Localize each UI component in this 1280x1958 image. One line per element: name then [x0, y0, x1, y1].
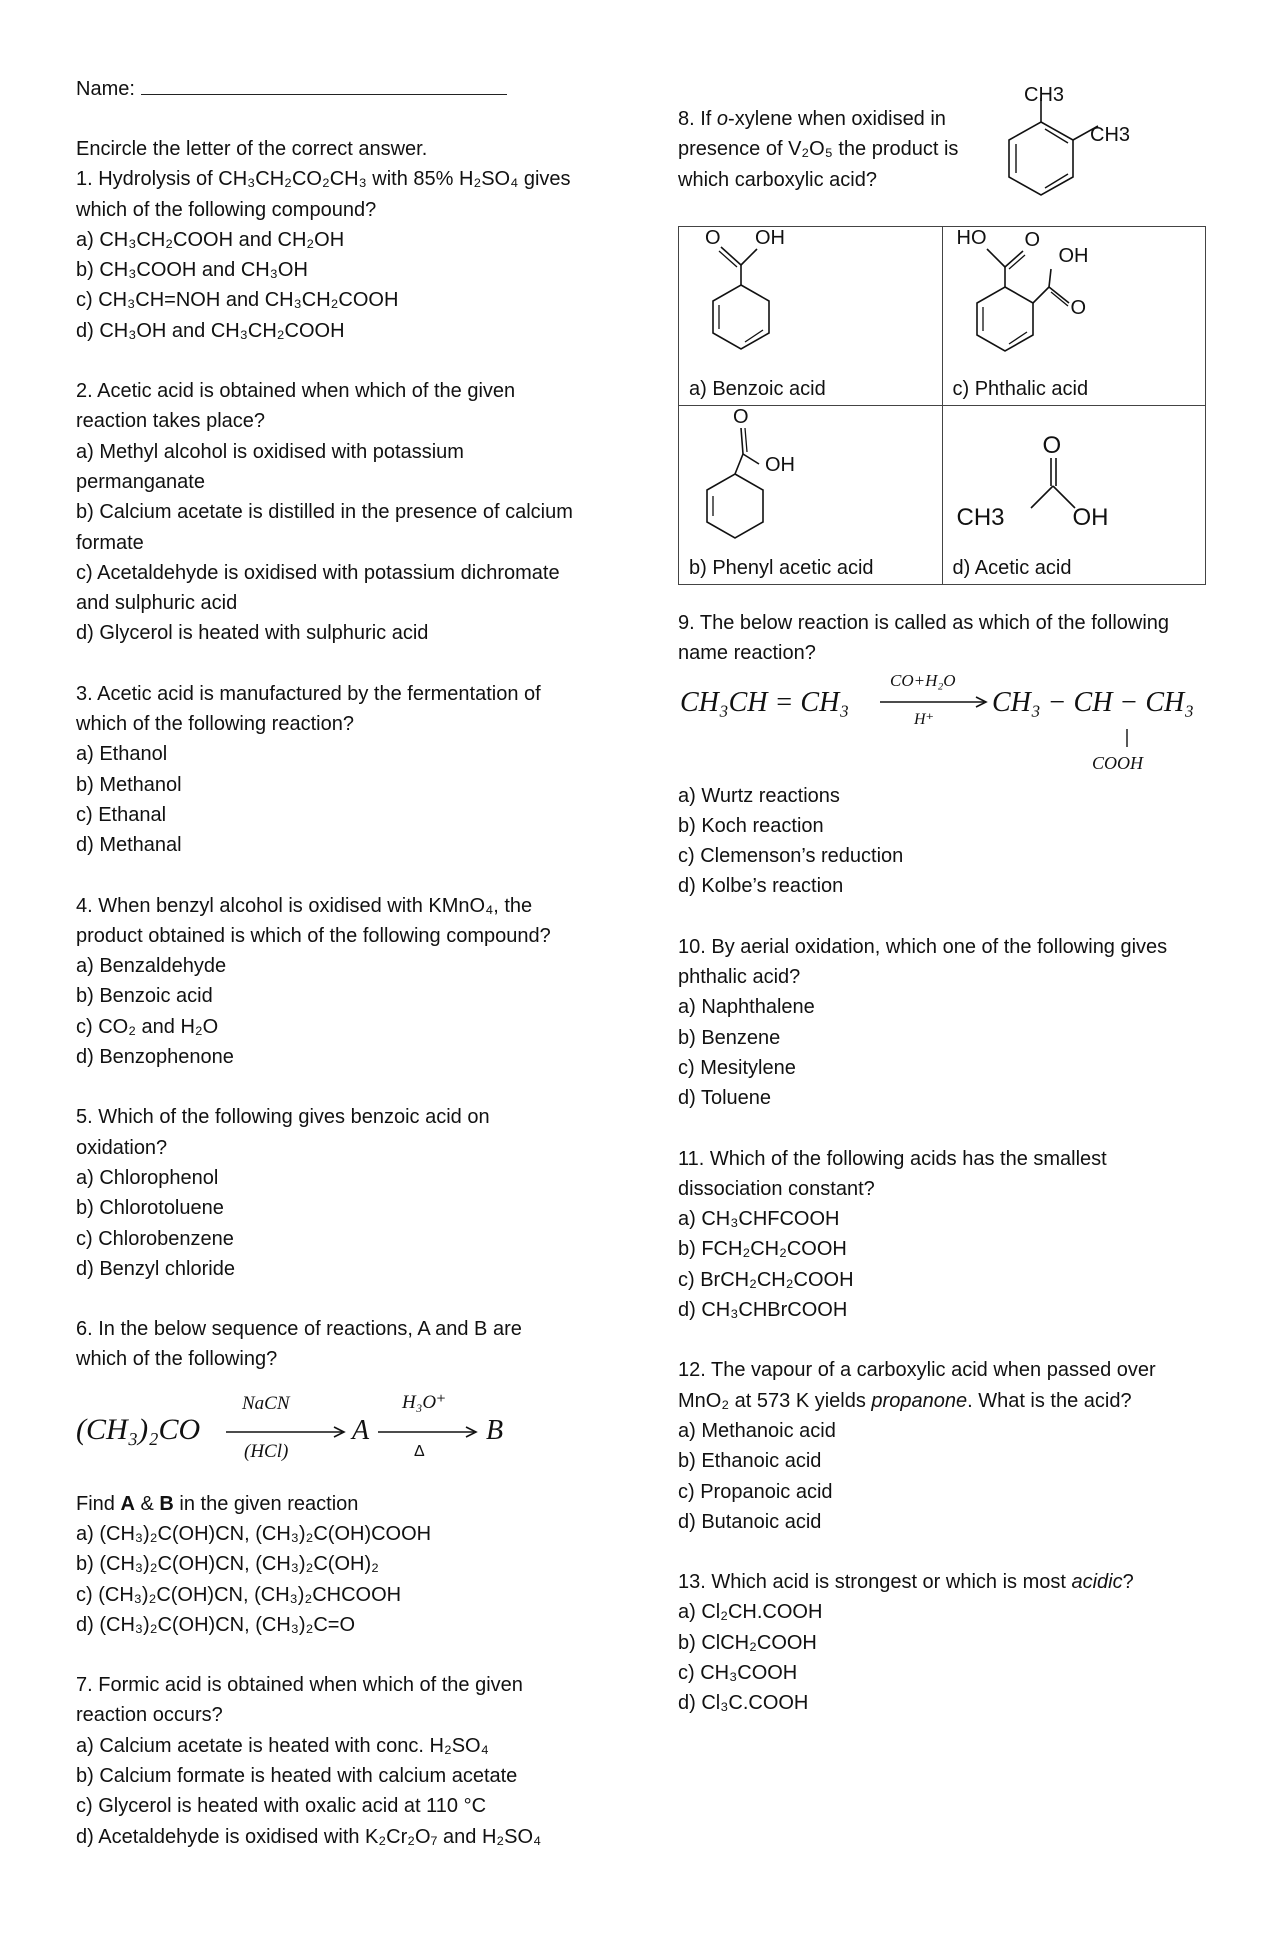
q9-option-c[interactable]: c) Clemenson’s reduction [678, 845, 904, 868]
q9-arrow [880, 695, 988, 709]
phthalic-o-atom-1: O [1024, 229, 1041, 251]
q9-stem-2: name reaction? [678, 642, 816, 665]
q4-option-a[interactable]: a) Benzaldehyde [76, 955, 227, 978]
question-9 [678, 608, 1238, 902]
q2-option-b[interactable]: b) Calcium acetate is distilled in the presence of calcium [76, 501, 573, 524]
q10-option-a[interactable]: a) Naphthalene [678, 996, 815, 1019]
q8-option-b-label: b) Phenyl acetic acid [689, 557, 874, 579]
q2-option-b-cont[interactable]: formate [76, 531, 144, 554]
q9-option-a[interactable]: a) Wurtz reactions [678, 784, 840, 807]
q2-stem-2: reaction takes place? [76, 410, 266, 433]
q6-eq-reagent-top: NaCN [242, 1392, 290, 1414]
q2-option-d[interactable]: d) Glycerol is heated with sulphuric acid [76, 622, 429, 645]
q9-eq-cooh: COOH [1092, 752, 1144, 773]
q3-option-c[interactable]: c) Ethanal [76, 803, 167, 826]
q1-stem-2: which of the following compound? [76, 198, 377, 221]
instruction: Encircle the letter of the correct answer. [76, 138, 428, 160]
o-xylene-structure [988, 82, 1168, 222]
q12-option-a[interactable]: a) Methanoic acid [678, 1419, 836, 1442]
q8-options-table [678, 226, 1206, 585]
q7-stem-2: reaction occurs? [76, 1704, 223, 1727]
q8-option-d[interactable] [942, 406, 1206, 585]
q6-equation [76, 1375, 573, 1485]
question-3 [76, 679, 573, 861]
q5-stem-2: oxidation? [76, 1136, 168, 1159]
q11-option-a[interactable]: a) CH₃CHFCOOH [678, 1208, 840, 1231]
q3-option-d[interactable]: d) Methanal [76, 834, 182, 857]
q12-option-c[interactable]: c) Propanoic acid [678, 1480, 833, 1503]
q1-stem-1: 1. Hydrolysis of CH₃CH₂CO₂CH₃ with 85% H₂SO₄ gives [76, 168, 571, 191]
q6-eq-reagent2-top: H₃O⁺ [402, 1391, 447, 1413]
question-2 [76, 376, 573, 649]
q6-stem-2: which of the following? [76, 1348, 278, 1371]
q6-arrow-1 [226, 1425, 346, 1439]
q3-option-a[interactable]: a) Ethanol [76, 743, 168, 766]
q8-stem-3: which carboxylic acid? [678, 168, 877, 191]
q8-stem-2: presence of V₂O₅ the product is [678, 138, 959, 161]
q1-option-b[interactable]: b) CH₃COOH and CH₃OH [76, 259, 308, 282]
q7-option-b[interactable]: b) Calcium formate is heated with calcium acetate [76, 1765, 518, 1788]
q6-arrow-2 [378, 1425, 478, 1439]
q1-option-a[interactable]: a) CH₃CH₂COOH and CH₂OH [76, 228, 345, 251]
q13-option-c[interactable]: c) CH₃COOH [678, 1662, 798, 1685]
q6-option-b[interactable]: b) (CH₃)₂C(OH)CN, (CH₃)₂C(OH)₂ [76, 1553, 379, 1576]
acetic-acid-structure [943, 406, 1207, 556]
q6-eq-reagent2-bottom: Δ [414, 1442, 425, 1460]
q7-option-d[interactable]: d) Acetaldehyde is oxidised with K₂Cr₂O₇ and H₂SO₄ [76, 1825, 542, 1848]
q1-option-c[interactable]: c) CH₃CH=NOH and CH₃CH₂COOH [76, 289, 399, 312]
o-xylene-ch3-side: CH3 [1090, 124, 1131, 146]
q5-option-d[interactable]: d) Benzyl chloride [76, 1257, 235, 1280]
o-xylene-ch3-top: CH3 [1024, 84, 1065, 106]
benzoic-oh-atom: OH [755, 227, 785, 249]
phenylacetic-o-atom: O [733, 406, 749, 428]
question-13 [678, 1567, 1238, 1718]
q3-stem-2: which of the following reaction? [76, 713, 354, 736]
phenylacetic-acid-structure [679, 406, 943, 556]
q7-option-a[interactable]: a) Calcium acetate is heated with conc. H₂SO₄ [76, 1734, 489, 1757]
q8-option-a[interactable] [679, 227, 943, 406]
name-blank-line[interactable] [141, 78, 507, 95]
q4-stem: 4. When benzyl alcohol is oxidised with KMnO₄, the [76, 894, 533, 917]
q9-eq-reagent-top: CO+H₂O [890, 670, 956, 690]
q8-option-b[interactable] [679, 406, 943, 585]
question-1 [76, 164, 573, 346]
q10-option-d[interactable]: d) Toluene [678, 1087, 772, 1110]
q8-stem: 8. If o-xylene when oxidised in [678, 108, 946, 130]
q6-eq-reagent-bottom: (HCl) [244, 1440, 289, 1462]
acetic-o-atom: O [1042, 432, 1062, 459]
q2-option-a-cont[interactable]: permanganate [76, 470, 205, 493]
phthalic-o-atom-2: O [1070, 297, 1087, 319]
q6-option-c[interactable]: c) (CH₃)₂C(OH)CN, (CH₃)₂CHCOOH [76, 1583, 402, 1606]
benzoic-o-atom: O [705, 227, 721, 249]
q12-stem-2: MnO₂ at 573 K yields propanone. What is the acid? [678, 1389, 1132, 1412]
question-5 [76, 1102, 573, 1284]
q9-eq-reactant: CH₃CH = CH₃ [680, 686, 850, 718]
q5-option-a[interactable]: a) Chlorophenol [76, 1166, 219, 1189]
q13-option-b[interactable]: b) ClCH₂COOH [678, 1631, 817, 1654]
right-column-lower [678, 608, 1238, 1719]
q8-option-d-label: d) Acetic acid [952, 557, 1072, 579]
q10-option-c[interactable]: c) Mesitylene [678, 1056, 796, 1079]
q9-eq-reagent-bottom: H⁺ [914, 710, 934, 728]
q10-stem: 10. By aerial oxidation, which one of the following gives [678, 935, 1168, 958]
q4-option-b[interactable]: b) Benzoic acid [76, 985, 213, 1008]
name-label: Name: [76, 78, 135, 100]
q13-stem: 13. Which acid is strongest or which is most acidic? [678, 1571, 1134, 1594]
q2-option-a[interactable]: a) Methyl alcohol is oxidised with potassium [76, 440, 464, 463]
q4-stem-2: product obtained is which of the following compound? [76, 924, 551, 947]
question-10 [678, 932, 1238, 1114]
q13-option-a[interactable]: a) Cl₂CH.COOH [678, 1601, 823, 1624]
q7-option-c[interactable]: c) Glycerol is heated with oxalic acid at 110 °C [76, 1795, 487, 1818]
q6-option-a[interactable]: a) (CH₃)₂C(OH)CN, (CH₃)₂C(OH)COOH [76, 1522, 432, 1545]
q5-option-c[interactable]: c) Chlorobenzene [76, 1227, 234, 1250]
q5-option-b[interactable]: b) Chlorotoluene [76, 1197, 224, 1220]
question-12 [678, 1355, 1238, 1537]
q6-option-d[interactable]: d) (CH₃)₂C(OH)CN, (CH₃)₂C=O [76, 1613, 356, 1636]
q11-option-c[interactable]: c) BrCH₂CH₂COOH [678, 1268, 854, 1291]
q5-stem: 5. Which of the following gives benzoic acid on [76, 1106, 490, 1129]
q6-stem: 6. In the below sequence of reactions, A and B are [76, 1318, 522, 1341]
q6-find: Find A & B in the given reaction [76, 1492, 359, 1515]
q6-eq-reactant: (CH₃)₂CO [76, 1412, 201, 1446]
phthalic-oh-atom: OH [1058, 245, 1089, 267]
q8-option-c[interactable] [942, 227, 1206, 406]
question-7 [76, 1670, 573, 1852]
name-field[interactable] [76, 74, 507, 104]
q8-option-a-label: a) Benzoic acid [689, 378, 826, 400]
q10-option-b[interactable]: b) Benzene [678, 1026, 781, 1049]
q11-option-b[interactable]: b) FCH₂CH₂COOH [678, 1238, 847, 1261]
question-6 [76, 1314, 573, 1640]
q2-stem: 2. Acetic acid is obtained when which of the given [76, 380, 516, 403]
acetic-ch3: CH3 [956, 504, 1005, 531]
q11-option-d[interactable]: d) CH₃CHBrCOOH [678, 1299, 848, 1322]
phenylacetic-oh-atom: OH [765, 454, 795, 476]
q12-option-d[interactable]: d) Butanoic acid [678, 1510, 822, 1533]
q7-stem: 7. Formic acid is obtained when which of the given [76, 1674, 523, 1697]
q9-eq-product: CH₃ − CH − CH₃ [992, 686, 1194, 718]
q4-option-d[interactable]: d) Benzophenone [76, 1046, 234, 1069]
q2-option-c[interactable]: c) Acetaldehyde is oxidised with potassium dichromate [76, 561, 560, 584]
q11-stem-2: dissociation constant? [678, 1177, 875, 1200]
q9-stem: 9. The below reaction is called as which of the following [678, 612, 1170, 634]
question-4 [76, 891, 573, 1073]
q2-option-c-cont[interactable]: and sulphuric acid [76, 592, 238, 615]
q10-stem-2: phthalic acid? [678, 966, 801, 989]
q8-option-c-label: c) Phthalic acid [952, 378, 1089, 400]
q9-option-b[interactable]: b) Koch reaction [678, 814, 824, 837]
q6-eq-product-a: A [352, 1414, 370, 1446]
q12-stem: 12. The vapour of a carboxylic acid when passed over [678, 1359, 1156, 1382]
q13-option-d[interactable]: d) Cl₃C.COOH [678, 1692, 809, 1715]
q4-option-c[interactable]: c) CO₂ and H₂O [76, 1015, 219, 1038]
acetic-oh-atom: OH [1072, 504, 1109, 531]
q12-option-b[interactable]: b) Ethanoic acid [678, 1450, 822, 1473]
q9-equation [678, 669, 1238, 781]
phthalic-ho-atom: HO [956, 227, 987, 249]
q11-stem: 11. Which of the following acids has the smallest [678, 1147, 1107, 1170]
q9-bond-line [1124, 729, 1130, 749]
q9-option-d[interactable]: d) Kolbe’s reaction [678, 875, 844, 898]
q1-option-d[interactable]: d) CH₃OH and CH₃CH₂COOH [76, 319, 345, 342]
question-8 [678, 104, 958, 195]
question-11 [678, 1144, 1238, 1326]
q3-stem: 3. Acetic acid is manufactured by the fermentation of [76, 682, 541, 705]
q6-eq-product-b: B [486, 1414, 504, 1446]
q3-option-b[interactable]: b) Methanol [76, 773, 182, 796]
